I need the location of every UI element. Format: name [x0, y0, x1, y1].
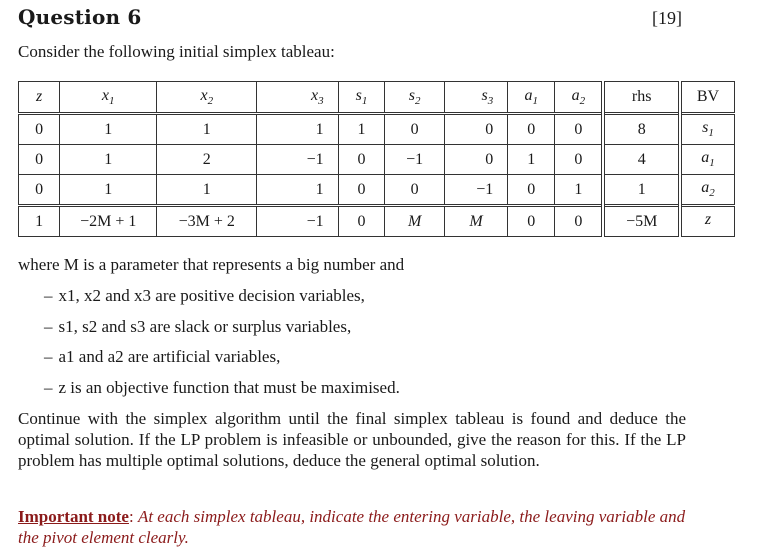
cell: 1 — [60, 145, 157, 175]
cell: 0 — [555, 206, 604, 237]
cell: 1 — [338, 114, 385, 145]
header-z: z — [19, 82, 60, 114]
header-rhs: rhs — [603, 82, 680, 114]
cell: 0 — [385, 114, 445, 145]
header-a1: $a_1$ — [508, 82, 555, 114]
header-a2: $a_2$ — [555, 82, 604, 114]
cell-rhs: 8 — [603, 114, 680, 145]
question-title: Question 6 — [18, 5, 142, 29]
cell: 1 — [257, 175, 338, 206]
important-note: Important note: At each simplex tableau, indicate the entering variable, the leaving variable and the pivot element clearly. — [18, 507, 686, 547]
tableau-objective-row — [19, 206, 735, 237]
definition-item: – a1 and a2 are artificial variables, — [44, 347, 281, 366]
header-s3: $s_3$ — [444, 82, 507, 114]
header-x1: $x_1$ — [60, 82, 157, 114]
cell: 1 — [555, 175, 604, 206]
cell: 0 — [338, 145, 385, 175]
header-s1: $s_1$ — [338, 82, 385, 114]
definition-item: – z is an objective function that must be maximised. — [44, 377, 400, 397]
cell: 0 — [508, 206, 555, 237]
cell: M — [444, 206, 507, 237]
cell-bv: $s_1$ — [680, 114, 735, 145]
cell: −1 — [257, 145, 338, 175]
cell: 1 — [19, 206, 60, 237]
cell: 1 — [157, 114, 257, 145]
where-text: where M is a parameter that represents a big number and — [18, 255, 405, 274]
tableau-row-1 — [19, 114, 735, 145]
cell-bv: $a_2$ — [680, 175, 735, 206]
header-s2: $s_2$ — [385, 82, 445, 114]
header-x3: $x_3$ — [257, 82, 338, 114]
cell: −2M + 1 — [60, 206, 157, 237]
cell: 1 — [157, 175, 257, 206]
cell-bv: $a_1$ — [680, 145, 735, 175]
cell: 0 — [19, 175, 60, 206]
cell: 1 — [257, 114, 338, 145]
cell: 2 — [157, 145, 257, 175]
tableau-row-2 — [19, 145, 735, 175]
cell: 0 — [555, 114, 604, 145]
cell: 0 — [508, 114, 555, 145]
definition-item: – x1, x2 and x3 are positive decision variables, — [44, 286, 365, 305]
definitions-list — [44, 285, 400, 407]
note-label: Important note — [18, 507, 129, 526]
question-header — [18, 5, 738, 31]
cell-bv: z — [680, 206, 735, 237]
cell: 1 — [508, 145, 555, 175]
cell-rhs: −5M — [603, 206, 680, 237]
cell: 0 — [385, 175, 445, 206]
definition-item: – s1, s2 and s3 are slack or surplus variables, — [44, 316, 352, 336]
tableau-header-row — [19, 82, 735, 114]
cell: 0 — [444, 114, 507, 145]
cell: 0 — [338, 206, 385, 237]
cell: −1 — [385, 145, 445, 175]
note-text: At each simplex tableau, indicate the entering variable, the leaving variable and the pivot element clearly. — [18, 507, 686, 547]
cell-rhs: 4 — [603, 145, 680, 175]
header-x2: $x_2$ — [157, 82, 257, 114]
cell: 0 — [555, 145, 604, 175]
cell: 0 — [19, 145, 60, 175]
intro-text: Consider the following initial simplex tableau: — [18, 42, 335, 61]
cell: −3M + 2 — [157, 206, 257, 237]
cell: 1 — [60, 175, 157, 206]
question-marks: [19] — [652, 8, 682, 28]
cell-rhs: 1 — [603, 175, 680, 206]
header-bv: BV — [680, 82, 735, 114]
cell: 0 — [444, 145, 507, 175]
cell: −1 — [257, 206, 338, 237]
cell: 1 — [60, 114, 157, 145]
cell: 0 — [508, 175, 555, 206]
cell: −1 — [444, 175, 507, 206]
cell: 0 — [19, 114, 60, 145]
continue-paragraph: Continue with the simplex algorithm until the final simplex tableau is found and deduce the optimal solution. If the LP problem is infeasible or unbounded, give the reason for this. If the LP problem has multiple optimal solutions, deduce the general optimal solution. — [18, 409, 686, 470]
simplex-tableau — [18, 81, 735, 237]
tableau-row-3 — [19, 175, 735, 206]
cell: 0 — [338, 175, 385, 206]
cell: M — [385, 206, 445, 237]
